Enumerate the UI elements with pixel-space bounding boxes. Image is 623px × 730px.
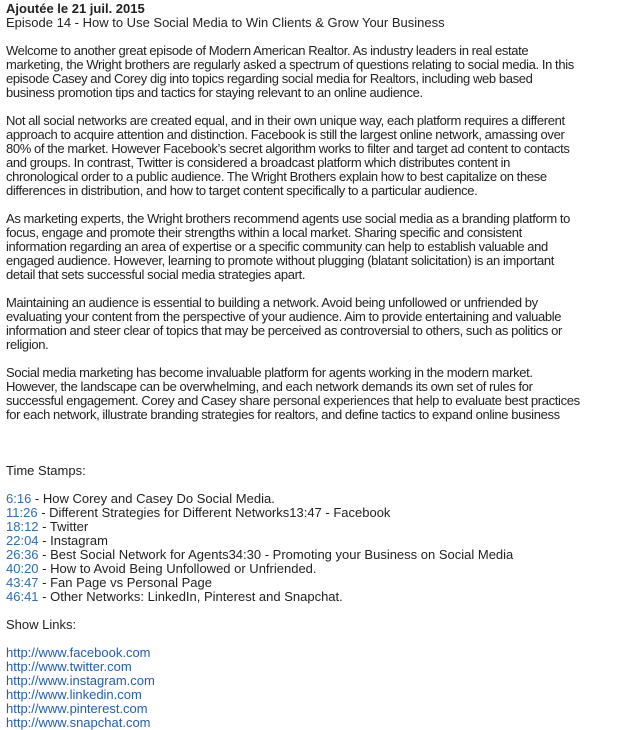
timestamp-label: - Other Networks: LinkedIn, Pinterest and Snapchat. <box>38 589 343 604</box>
paragraph-line: differences in distribution, and how to target content specifically to a particular audience. <box>6 183 478 198</box>
timestamps-list <box>6 492 623 604</box>
paragraph-line: chronological order to a public audience. The Wright Brothers explain how to best capitalize on these <box>6 169 547 184</box>
timestamp-item <box>6 590 623 604</box>
paragraph-line: evaluating your content from the perspective of your audience. Aim to provide entertaining and valuable <box>6 309 562 324</box>
spacer <box>6 450 623 464</box>
timestamp-item <box>6 548 623 562</box>
timestamp-label: - How Corey and Casey Do Social Media. <box>31 491 275 506</box>
spacer <box>6 436 623 450</box>
description-paragraph-1 <box>6 44 623 100</box>
paragraph-line: marketing, the Wright brothers are regularly asked a spectrum of questions relating to social media. In this <box>6 57 574 72</box>
timestamp-label: - Different Strategies for Different Networks13:47 - Facebook <box>37 505 391 520</box>
paragraph-line: information and steer clear of topics that may be perceived as controversial to others, such as politics or <box>6 323 562 338</box>
episode-title: Episode 14 - How to Use Social Media to Win Clients & Grow Your Business <box>6 15 445 30</box>
timestamp-item <box>6 562 623 576</box>
paragraph-line: business promotion tips and tactics for staying relevant to an online audience. <box>6 85 423 100</box>
show-links-list <box>6 646 623 730</box>
spacer <box>6 198 623 212</box>
spacer <box>6 30 623 44</box>
paragraph-line: focus, engage and promote their strengths within a local market. Sharing specific and consistent <box>6 225 522 240</box>
timestamp-link[interactable]: 40:20 <box>6 561 39 576</box>
snapchat-link[interactable]: http://www.snapchat.com <box>6 715 151 730</box>
timestamp-item <box>6 520 623 534</box>
show-links-heading: Show Links: <box>6 617 77 632</box>
timestamp-label: - Best Social Network for Agents34:30 - Promoting your Business on Social Media <box>38 547 514 562</box>
timestamp-link[interactable]: 11:26 <box>6 505 38 520</box>
upload-date: Ajoutée le 21 juil. 2015 <box>6 1 145 16</box>
paragraph-line: information regarding an area of expertise or a specific community can help to establish valuable and <box>6 239 548 254</box>
timestamp-link[interactable]: 22:04 <box>6 533 39 548</box>
instagram-link[interactable]: http://www.instagram.com <box>6 673 155 688</box>
timestamp-item <box>6 534 623 548</box>
paragraph-line: detail that sets successful social media strategies apart. <box>6 267 306 282</box>
pinterest-link[interactable]: http://www.pinterest.com <box>6 701 148 716</box>
paragraph-line: episode Casey and Corey dig into topics regarding social media for Realtors, including web based <box>6 71 533 86</box>
spacer <box>6 100 623 114</box>
timestamp-link[interactable]: 43:47 <box>6 575 39 590</box>
timestamp-link[interactable]: 18:12 <box>6 519 39 534</box>
timestamp-link[interactable]: 6:16 <box>6 491 32 506</box>
paragraph-line: approach to acquire attention and distinction. Facebook is still the largest online network, amassing over <box>6 127 565 142</box>
spacer <box>6 352 623 366</box>
timestamp-label: - How to Avoid Being Unfollowed or Unfriended. <box>38 561 317 576</box>
paragraph-line: successful engagement. Corey and Casey share personal experiences that help to evaluate best practices <box>6 393 580 408</box>
paragraph-line: 80% of the market. However Facebook’s secret algorithm works to filter and target ad content to contacts <box>6 141 570 156</box>
description-paragraph-4 <box>6 296 623 352</box>
paragraph-line: Social media marketing has become invaluable platform for agents working in the modern market. <box>6 365 533 380</box>
description-paragraph-5 <box>6 366 623 422</box>
timestamp-label: - Fan Page vs Personal Page <box>38 575 212 590</box>
paragraph-line: and groups. In contrast, Twitter is considered a broadcast platform which distributes content in <box>6 155 511 170</box>
timestamp-item <box>6 576 623 590</box>
timestamp-item <box>6 506 623 520</box>
linkedin-link[interactable]: http://www.linkedin.com <box>6 687 142 702</box>
spacer <box>6 282 623 296</box>
paragraph-line: Welcome to another great episode of Modern American Realtor. As industry leaders in real estate <box>6 43 529 58</box>
paragraph-line: Not all social networks are created equal, and in their own unique way, each platform requires a different <box>6 113 565 128</box>
paragraph-line: for each network, illustrate branding strategies for realtors, and define tactics to expand online business <box>6 407 560 422</box>
timestamp-label: - Instagram <box>38 533 108 548</box>
timestamp-item <box>6 492 623 506</box>
spacer <box>6 632 623 646</box>
twitter-link[interactable]: http://www.twitter.com <box>6 659 132 674</box>
paragraph-line: As marketing experts, the Wright brothers recommend agents use social media as a branding platform to <box>6 211 571 226</box>
timestamp-link[interactable]: 46:41 <box>6 589 39 604</box>
spacer <box>6 422 623 436</box>
paragraph-line: engaged audience. However, learning to promote without plugging (blatant solicitation) is an important <box>6 253 554 268</box>
paragraph-line: Maintaining an audience is essential to building a network. Avoid being unfollowed or unfriended by <box>6 295 538 310</box>
paragraph-line: religion. <box>6 337 49 352</box>
spacer <box>6 478 623 492</box>
spacer <box>6 604 623 618</box>
facebook-link[interactable]: http://www.facebook.com <box>6 645 151 660</box>
timestamp-label: - Twitter <box>38 519 89 534</box>
timestamps-heading: Time Stamps: <box>6 463 86 478</box>
timestamp-link[interactable]: 26:36 <box>6 547 39 562</box>
description-paragraph-2 <box>6 114 623 198</box>
video-description <box>6 2 623 730</box>
paragraph-line: However, the landscape can be overwhelming, and each network demands its own set of rules for <box>6 379 533 394</box>
description-paragraph-3 <box>6 212 623 282</box>
